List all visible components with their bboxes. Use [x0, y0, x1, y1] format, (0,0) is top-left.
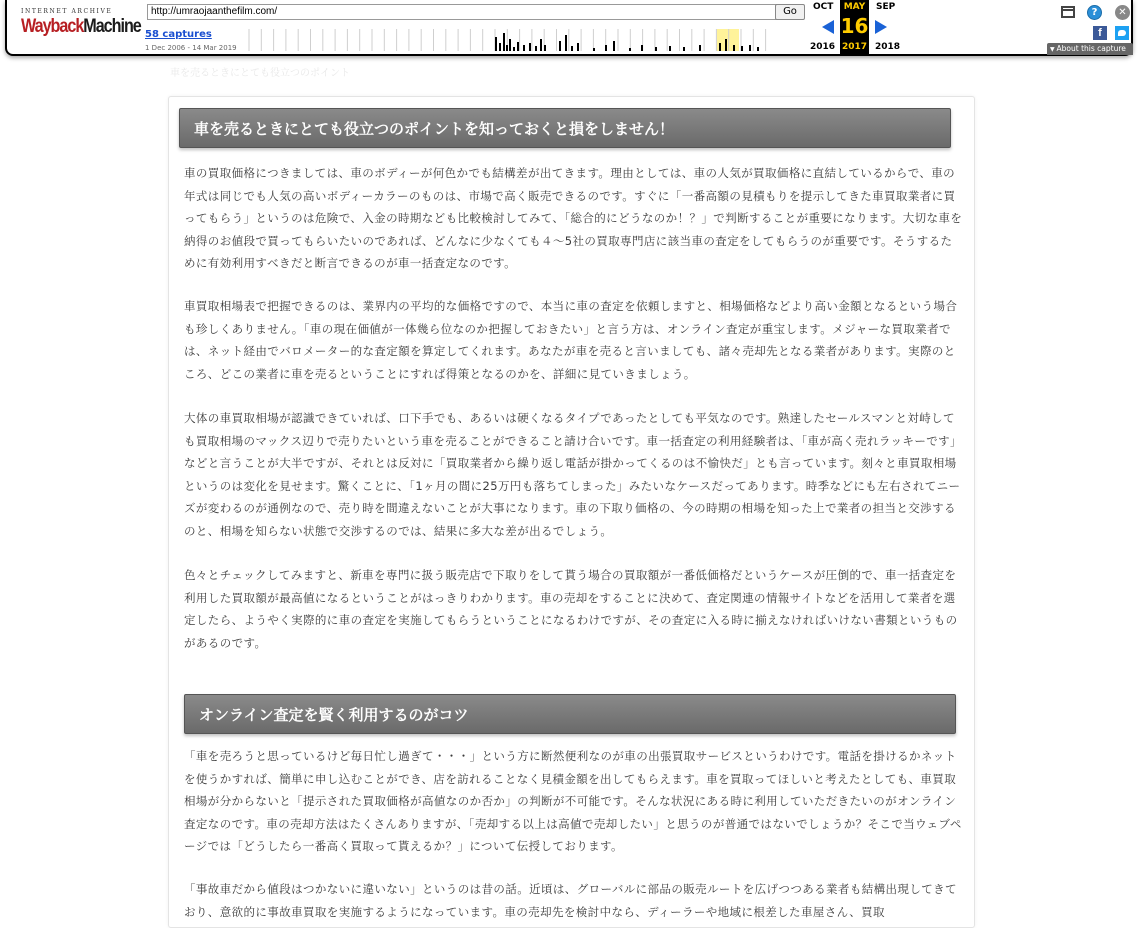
- paragraph: 「車を売ろうと思っているけど毎日忙し過ぎて・・・」という方に断然便利なのが車の出張買取サービスというわけです。電話を掛けるかネットを使うかすれば、簡単に申し込むことができ、店を訪れることなく見積金額を出してもらえます。車を買取ってほしいと考えたとしても、車買取相場が分からないと「提示された買取価格が高値なのか否か」の判断が不可能です。そんな状況にある時に利用していただきたいのがオンライン査定なのです。車の売却方法はたくさんありますが、「売却する以上は高値で売却したい」と思うのが普通ではないでしょうか？そこで当ウェブページでは「どうしたら一番高く買取って貰えるか？」について伝授しております。: [184, 749, 962, 854]
- capture-bar: [741, 46, 743, 51]
- minimize-icon[interactable]: [1061, 6, 1075, 18]
- wayback-toolbar: [5, 0, 1133, 56]
- help-icon[interactable]: ?: [1087, 5, 1102, 20]
- capture-bar: [499, 43, 501, 51]
- year-current: 2017: [841, 42, 868, 52]
- url-input[interactable]: http://umraojaanthefilm.com/: [147, 4, 777, 20]
- capture-bar: [559, 41, 561, 51]
- content-card: [168, 96, 975, 928]
- section-heading-2: オンライン査定を賢く利用するのがコツ: [184, 694, 956, 734]
- capture-bar: [509, 39, 511, 51]
- next-capture-arrow-icon[interactable]: [875, 20, 887, 34]
- paragraph: 「事故車だから値段はつかないに違いない」というのは昔の話。近頃は、グローバルに部品の販売ルートを広げつつある業者も結構出現してきており、意欲的に事故車買取を実施するようになっています。車の売却先を検討中なら、ディーラーや地域に根差した車屋さん、買取: [184, 882, 957, 919]
- capture-bar: [733, 45, 735, 51]
- capture-bar: [593, 48, 595, 51]
- capture-bar: [605, 45, 607, 51]
- year-next[interactable]: 2018: [875, 42, 901, 52]
- capture-bar: [749, 45, 751, 51]
- month-current: MAY: [843, 2, 866, 12]
- paragraph: 色々とチェックしてみますと、新車を専門に扱う販売店で下取りをして貰う場合の買取額が一番低価格だというケースが圧倒的で、車一括査定を利用した買取額が最高値になるということがはっきりわかります。車の売却をすることに決めて、査定関連の情報サイトなどを活用して業者を選定したら、ようやく実際的に車の査定を実施してもらうということになるわけですが、その査定に入る時に揃えなければいけない書類というものがあるのです。: [184, 568, 958, 650]
- capture-bar: [571, 46, 573, 51]
- capture-bar: [503, 33, 505, 51]
- prev-capture-arrow-icon[interactable]: [822, 20, 834, 34]
- day-current: 16: [840, 14, 869, 38]
- go-button[interactable]: Go: [775, 4, 805, 20]
- capture-bar: [629, 48, 631, 51]
- facebook-icon[interactable]: f: [1093, 26, 1107, 40]
- logo-main-text: [21, 16, 141, 37]
- logo-machine: Machine: [83, 16, 141, 37]
- close-icon[interactable]: ✕: [1115, 5, 1130, 20]
- year-prev[interactable]: 2016: [810, 42, 836, 52]
- capture-bar: [683, 47, 685, 51]
- capture-bar: [529, 43, 531, 51]
- capture-bar: [523, 45, 525, 51]
- capture-bar: [506, 45, 508, 51]
- capture-bar: [757, 47, 759, 51]
- paragraph: 車の買取価格につきましては、車のボディーが何色かでも結構差が出てきます。理由としては、車の人気が買取価格に直結しているからで、車の年式は同じでも人気の高いボディーカラーのものは、市場で高く販売できるのです。すぐに「一番高額の見積もりを提示してきた車買取業者に買ってもらう」というのは危険で、入金の時期なども比較検討してみて、「総合的にどうなのか！？」で判断することが重要になります。大切な車を納得のお値段で買ってもらいたいのであれば、どんなに少なくても４～5社の買取専門店に該当車の査定をしてもらうのが重要です。そうするために有効利用すべきだと断言できるのが車一括査定なのです。: [184, 166, 963, 271]
- capture-bar: [641, 45, 643, 51]
- section-heading-1: 車を売るときにとても役立つのポイントを知っておくと損をしません！: [179, 108, 951, 148]
- capture-sparkline[interactable]: [247, 29, 771, 51]
- breadcrumb[interactable]: 車を売るときにとても役立つのポイント: [170, 68, 350, 79]
- twitter-icon[interactable]: [1115, 26, 1129, 40]
- capture-bar: [565, 35, 567, 51]
- capture-bar: [577, 43, 579, 51]
- logo-wayback: Wayback: [21, 16, 84, 37]
- capture-bar: [544, 45, 546, 51]
- capture-bar: [725, 39, 727, 51]
- capture-bar: [699, 45, 701, 51]
- capture-bar: [719, 43, 721, 51]
- capture-bar: [513, 47, 515, 51]
- paragraph: 車買取相場表で把握できるのは、業界内の平均的な価格ですので、本当に車の査定を依頼しますと、相場価格などより高い金額となるという場合も珍しくありません。「車の現在価値が一体幾ら位なのか把握しておきたい」と言う方は、オンライン査定が重宝します。メジャーな買取業者では、ネット経由でバロメーター的な査定額を算定してくれます。あなたが車を売ると言いましても、諸々売却先となる業者があります。実際のところ、どこの業者に車を売るということにすれば得策となるのかを、詳細に見ていきましょう。: [184, 299, 958, 381]
- capture-bar: [517, 42, 519, 51]
- captures-link[interactable]: 58 captures: [145, 29, 212, 40]
- month-next[interactable]: SEP: [876, 2, 896, 12]
- logo-top-text: INTERNET ARCHIVE: [21, 8, 113, 15]
- capture-bar: [669, 46, 671, 51]
- current-capture: [840, 0, 869, 54]
- capture-bar: [495, 37, 497, 51]
- paragraph: 大体の車買取相場が認識できていれば、口下手でも、あるいは硬くなるタイプであったとしても平気なのです。熟達したセールスマンと対峙しても買取相場のマックス辺りで売りたいという車を売ることができること請け合いです。車一括査定の利用経験者は、「車が高く売れラッキーです」などと言うことが大半ですが、それとは反対に「買取業者から繰り返し電話が掛かってくるのは不愉快だ」とも言っています。刻々と車買取相場というのは変化を見せます。驚くことに、「1ヶ月の間に25万円も落ちてしまった」みたいなケースだってあります。時季などにも左右されてニーズが変わるのが通例なので、売り時を間違えないことが大事になります。車の下取り価格の、今の時期の相場を知った上で業者の担当と交渉するのと、相場を知らない状態で交渉するのでは、結果に多大な差が出るでしょう。: [184, 411, 962, 538]
- capture-bar: [655, 47, 657, 51]
- capture-bar: [613, 41, 615, 51]
- wayback-logo[interactable]: [21, 8, 141, 37]
- capture-bar: [535, 46, 537, 51]
- month-prev[interactable]: OCT: [813, 2, 834, 12]
- capture-bar: [540, 39, 542, 51]
- about-capture-button[interactable]: ▼ About this capture: [1047, 43, 1133, 55]
- date-range: 1 Dec 2006 - 14 Mar 2019: [145, 44, 237, 52]
